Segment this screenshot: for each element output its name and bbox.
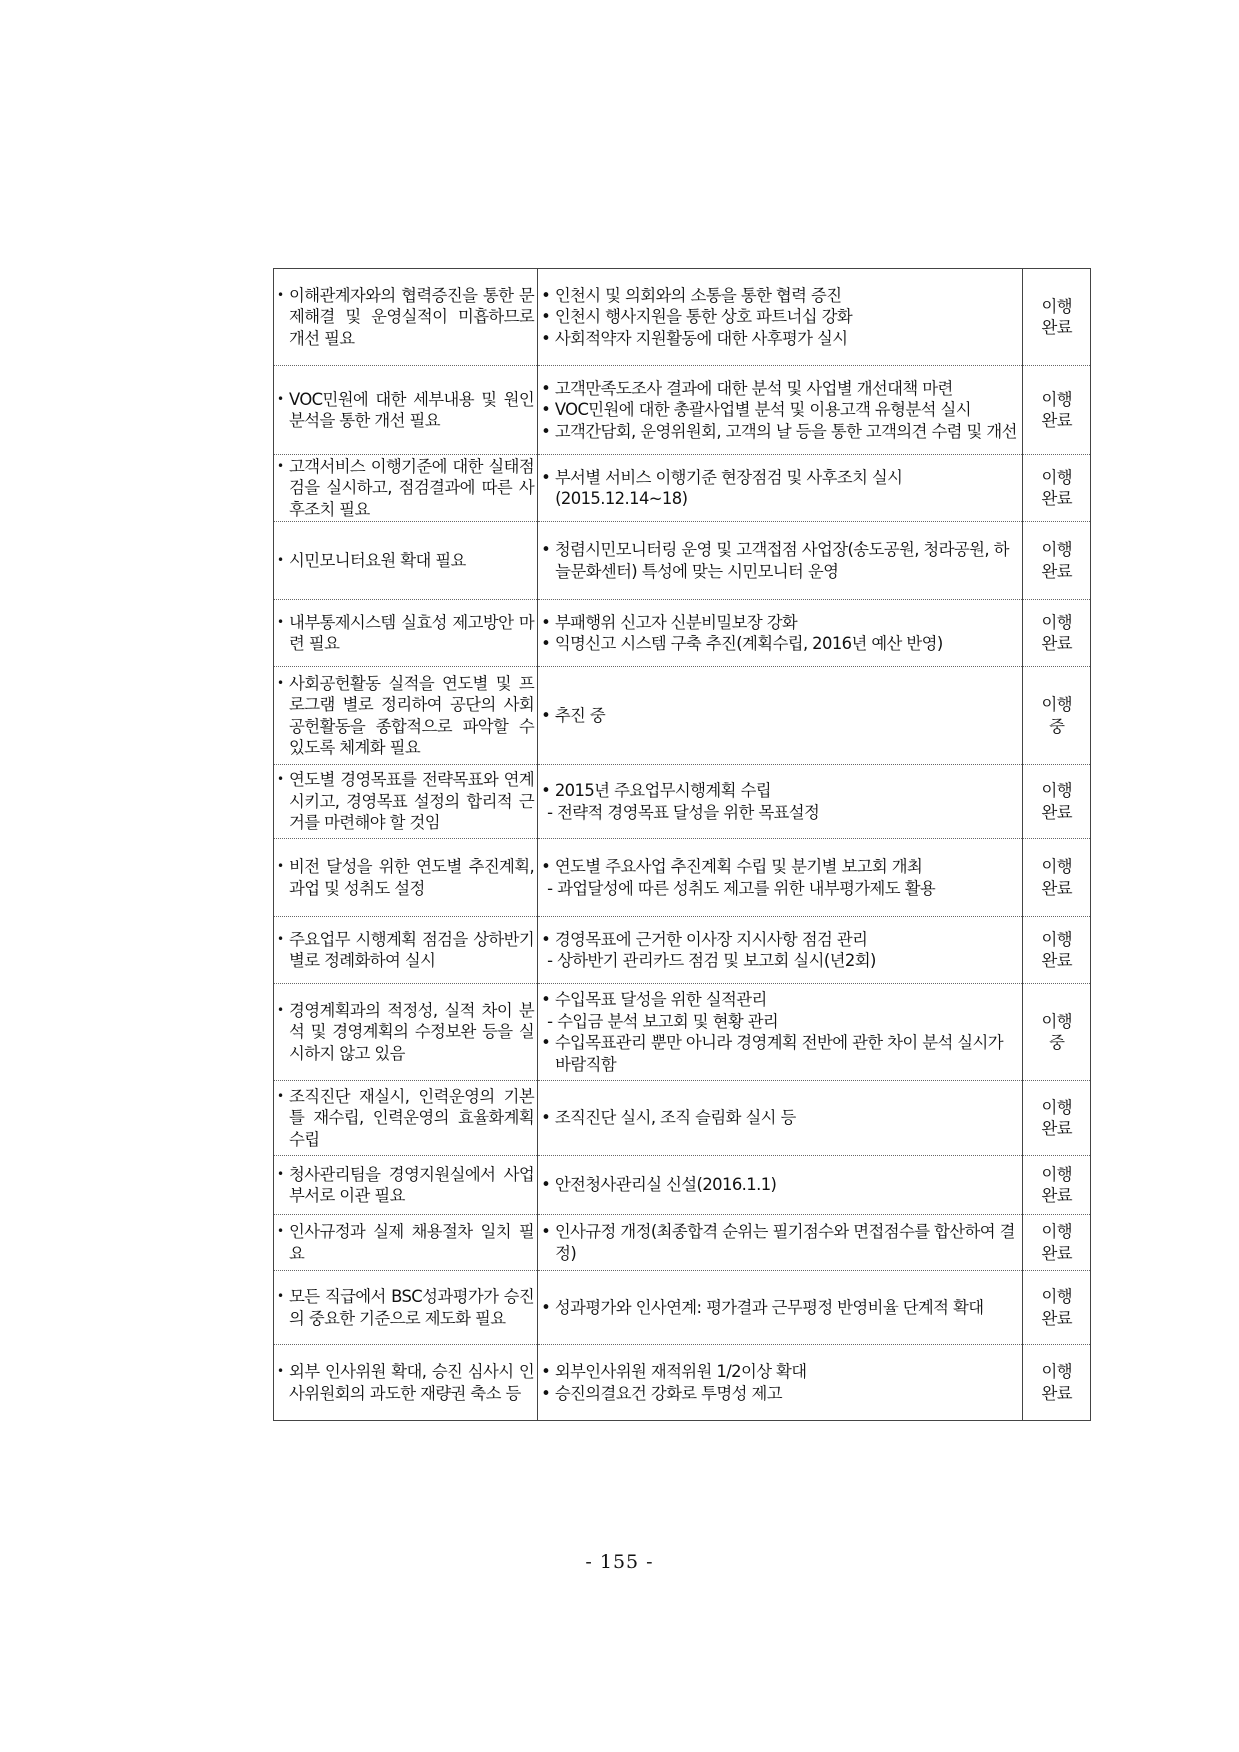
bullet-icon: • (541, 857, 555, 876)
bullet-icon: • (541, 421, 555, 441)
action-text: 추진 중 (554, 705, 606, 725)
action-text: 청렴시민모니터링 운영 및 고객접점 사업장(송도공원, 청라공원, 하늘문화센터) 특성에 맞는 시민모니터 운영 (554, 540, 1009, 581)
bullet-icon: • (541, 634, 555, 653)
bullet-icon: • (277, 614, 284, 629)
issue-text: 시민모니터요원 확대 필요 (289, 550, 466, 570)
action-text: 인천시 행사지원을 통한 상호 파트너십 강화 (554, 307, 853, 327)
issue-text: 주요업무 시행계획 점검을 상하반기별로 정례화하여 실시 (289, 929, 535, 970)
action-text: 과업달성에 따른 성취도 제고를 위한 내부평가제도 활용 (557, 878, 936, 898)
action-text: VOC민원에 대한 총괄사업별 분석 및 이용고객 유형분석 실시 (554, 400, 971, 420)
action-cell (538, 839, 1023, 917)
issue-cell (274, 984, 538, 1081)
dash-icon: - (547, 878, 558, 898)
status-text: 이행중 (1041, 1011, 1072, 1052)
action-sub-item (541, 950, 1019, 972)
action-item (541, 1174, 1019, 1196)
bullet-icon: • (277, 458, 284, 473)
dash-icon: - (547, 951, 558, 970)
status-text: 이행중 (1041, 695, 1072, 736)
issue-text: 내부통제시스템 실효성 제고방안 마련 필요 (289, 612, 535, 653)
action-item (541, 780, 1019, 802)
action-text: 안전청사관리실 신설(2016.1.1) (554, 1175, 777, 1195)
bullet-icon: • (541, 1297, 555, 1317)
action-item (541, 306, 1019, 328)
table-row (274, 600, 1091, 667)
bullet-icon: • (541, 1108, 555, 1128)
bullet-icon: • (541, 285, 555, 305)
status-text: 이행 완료 (1041, 1164, 1072, 1205)
table-row (274, 455, 1091, 522)
issue-text: 모든 직급에서 BSC성과평가가 승진의 중요한 기준으로 제도화 필요 (289, 1287, 535, 1328)
issue-text: 경영계획과의 적정성, 실적 차이 분석 및 경영계획의 수정보완 등을 실시하지 않고 있음 (289, 1000, 535, 1063)
action-cell (538, 917, 1023, 984)
action-text: 고객만족도조사 결과에 대한 분석 및 사업별 개선대책 마련 (554, 378, 953, 398)
action-item (541, 989, 1019, 1011)
status-cell (1023, 984, 1091, 1081)
bullet-icon: • (541, 1222, 555, 1241)
bullet-icon: • (277, 287, 284, 302)
action-cell (538, 984, 1023, 1081)
issue-text: 연도별 경영목표를 전략목표와 연계시키고, 경영목표 설정의 합리적 근거를 마련해야 할 것임 (289, 770, 535, 833)
action-item (541, 328, 1019, 350)
action-sub-item (541, 1011, 1019, 1033)
action-text: 2015년 주요업무시행계획 수립 (554, 781, 771, 800)
issue-cell (274, 765, 538, 839)
action-item (541, 1361, 1019, 1383)
action-cell (538, 600, 1023, 667)
table-row (274, 1081, 1091, 1156)
table-row (274, 1215, 1091, 1271)
bullet-icon: • (277, 1364, 284, 1378)
action-text: 수입목표관리 뿐만 아니라 경영계획 전반에 관한 차이 분석 실시가 바람직함 (554, 1033, 1004, 1074)
status-text: 이행 완료 (1041, 857, 1072, 898)
issue-text: 사회공헌활동 실적을 연도별 및 프로그램 별로 정리하여 공단의 사회공헌활동을 종합적으로 파악할 수 있도록 체계화 필요 (289, 673, 535, 757)
action-cell (538, 1215, 1023, 1271)
issue-cell (274, 269, 538, 366)
table-body (274, 269, 1091, 1421)
bullet-icon: • (277, 675, 284, 690)
bullet-icon: • (277, 1289, 284, 1303)
issue-text: 외부 인사위원 확대, 승진 심사시 인사위원회의 과도한 재량권 축소 등 (289, 1362, 535, 1403)
issue-text: VOC민원에 대한 세부내용 및 원인분석을 통한 개선 필요 (289, 389, 535, 430)
action-text: 성과평가와 인사연계: 평가결과 근무평정 반영비율 단계적 확대 (554, 1297, 984, 1317)
action-item (541, 378, 1019, 400)
bullet-icon: • (541, 540, 555, 559)
bullet-icon: • (277, 1088, 284, 1103)
table-row (274, 765, 1091, 839)
action-item (541, 705, 1019, 727)
action-cell (538, 455, 1023, 522)
action-text: 익명신고 시스템 구축 추진(계획수립, 2016년 예산 반영) (554, 634, 943, 653)
bullet-icon: • (541, 705, 555, 725)
action-cell (538, 667, 1023, 765)
action-text: 부서별 서비스 이행기준 현장점검 및 사후조치 실시 (2015.12.14~18) (554, 467, 903, 508)
action-cell (538, 522, 1023, 600)
issue-cell (274, 1345, 538, 1421)
bullet-icon: • (541, 929, 555, 949)
action-text: 인사규정 개정(최종합격 순위는 필기점수와 면접점수를 합산하여 결정) (554, 1222, 1015, 1263)
table-row (274, 839, 1091, 917)
action-item (541, 1221, 1019, 1264)
action-text: 수입금 분석 보고회 및 현황 관리 (557, 1011, 779, 1031)
issue-cell (274, 366, 538, 455)
implementation-status-table (273, 268, 1091, 1421)
action-sub-item (541, 878, 1019, 900)
action-text: 부패행위 신고자 신분비밀보장 강화 (554, 612, 798, 632)
status-text: 이행 완료 (1041, 929, 1072, 970)
action-text: 승진의결요건 강화로 투명성 제고 (554, 1383, 782, 1403)
action-cell (538, 1271, 1023, 1345)
action-item (541, 929, 1019, 951)
action-cell (538, 269, 1023, 366)
action-cell (538, 1081, 1023, 1156)
issue-cell (274, 455, 538, 522)
bullet-icon: • (541, 467, 555, 487)
action-item (541, 612, 1019, 634)
action-item (541, 633, 1019, 655)
action-item (541, 1032, 1019, 1075)
action-cell (538, 765, 1023, 839)
status-text: 이행 완료 (1041, 389, 1072, 430)
status-text: 이행 완료 (1041, 1222, 1072, 1263)
action-text: 연도별 주요사업 추진계획 수립 및 분기별 보고회 개최 (554, 857, 923, 876)
issue-cell (274, 839, 538, 917)
table-row (274, 269, 1091, 366)
table-row (274, 1271, 1091, 1345)
status-cell (1023, 1215, 1091, 1271)
action-item (541, 399, 1019, 421)
action-item (541, 467, 1019, 510)
action-text: 조직진단 실시, 조직 슬림화 실시 등 (554, 1108, 796, 1128)
page-number: - 155 - (585, 1551, 654, 1573)
table-row (274, 984, 1091, 1081)
action-item (541, 421, 1019, 443)
table-row (274, 1156, 1091, 1215)
action-text: 상하반기 관리카드 점검 및 보고회 실시(년2회) (557, 951, 876, 970)
bullet-icon: • (277, 931, 284, 946)
action-text: 수입목표 달성을 위한 실적관리 (554, 990, 767, 1009)
bullet-icon: • (541, 1383, 555, 1403)
table-row (274, 1345, 1091, 1421)
status-cell (1023, 1081, 1091, 1156)
bullet-icon: • (277, 391, 284, 406)
action-text: 외부인사위원 재적위원 1/2이상 확대 (554, 1362, 807, 1381)
bullet-icon: • (541, 612, 555, 632)
issue-cell (274, 667, 538, 765)
bullet-icon: • (541, 400, 555, 420)
status-text: 이행 완료 (1041, 467, 1072, 508)
issue-text: 조직진단 재실시, 인력운영의 기본 틀 재수립, 인력운영의 효율화계획 수립 (289, 1086, 535, 1149)
status-cell (1023, 1156, 1091, 1215)
dash-icon: - (547, 802, 558, 822)
issue-text: 이해관계자와의 협력증진을 통한 문제해결 및 운영실적이 미흡하므로 개선 필요 (289, 285, 535, 348)
action-item (541, 1297, 1019, 1319)
bullet-icon: • (541, 328, 555, 348)
status-cell (1023, 917, 1091, 984)
bullet-icon: • (277, 1002, 284, 1017)
issue-text: 비전 달성을 위한 연도별 추진계획, 과업 및 성취도 설정 (289, 857, 535, 898)
bullet-icon: • (277, 552, 284, 567)
action-cell (538, 1156, 1023, 1215)
status-cell (1023, 269, 1091, 366)
status-text: 이행 완료 (1041, 1287, 1072, 1328)
bullet-icon: • (277, 772, 284, 787)
status-cell (1023, 522, 1091, 600)
dash-icon: - (547, 1011, 558, 1031)
issue-text: 청사관리팀을 경영지원실에서 사업부서로 이관 필요 (289, 1164, 535, 1205)
bullet-icon: • (541, 307, 555, 327)
issue-text: 고객서비스 이행기준에 대한 실태점검을 실시하고, 점검결과에 따른 사후조치 필요 (289, 456, 535, 519)
action-text: 고객간담회, 운영위원회, 고객의 날 등을 통한 고객의견 수렴 및 개선 (554, 421, 1017, 441)
bullet-icon: • (541, 1175, 555, 1195)
action-text: 인천시 및 의회와의 소통을 통한 협력 증진 (554, 285, 842, 305)
action-item (541, 856, 1019, 878)
issue-cell (274, 1156, 538, 1215)
status-cell (1023, 600, 1091, 667)
action-cell (538, 366, 1023, 455)
action-item (541, 285, 1019, 307)
status-cell (1023, 839, 1091, 917)
action-text: 경영목표에 근거한 이사장 지시사항 점검 관리 (554, 929, 868, 949)
table-row (274, 917, 1091, 984)
status-cell (1023, 765, 1091, 839)
issue-cell (274, 522, 538, 600)
issue-cell (274, 917, 538, 984)
status-text: 이행 완료 (1041, 781, 1072, 822)
issue-text: 인사규정과 실제 채용절차 일치 필요 (289, 1222, 535, 1263)
bullet-icon: • (541, 1033, 555, 1052)
issue-cell (274, 1271, 538, 1345)
action-sub-item (541, 802, 1019, 824)
status-cell (1023, 667, 1091, 765)
issue-cell (274, 1081, 538, 1156)
status-text: 이행 완료 (1041, 1097, 1072, 1138)
action-cell (538, 1345, 1023, 1421)
issue-cell (274, 600, 538, 667)
action-item (541, 1107, 1019, 1129)
status-cell (1023, 366, 1091, 455)
action-item (541, 539, 1019, 582)
bullet-icon: • (541, 990, 555, 1009)
issue-cell (274, 1215, 538, 1271)
status-cell (1023, 455, 1091, 522)
bullet-icon: • (541, 781, 555, 800)
status-text: 이행 완료 (1041, 612, 1072, 653)
bullet-icon: • (541, 1362, 555, 1381)
status-text: 이행 완료 (1041, 1362, 1072, 1403)
bullet-icon: • (541, 378, 555, 398)
status-text: 이행 완료 (1041, 296, 1072, 337)
status-cell (1023, 1345, 1091, 1421)
status-text: 이행 완료 (1041, 540, 1072, 581)
action-text: 사회적약자 지원활동에 대한 사후평가 실시 (554, 328, 848, 348)
bullet-icon: • (277, 1224, 284, 1238)
bullet-icon: • (277, 1166, 284, 1181)
action-item (541, 1383, 1019, 1405)
table-row (274, 366, 1091, 455)
bullet-icon: • (277, 859, 284, 873)
status-cell (1023, 1271, 1091, 1345)
table-row (274, 522, 1091, 600)
action-text: 전략적 경영목표 달성을 위한 목표설정 (557, 802, 820, 822)
table-row (274, 667, 1091, 765)
